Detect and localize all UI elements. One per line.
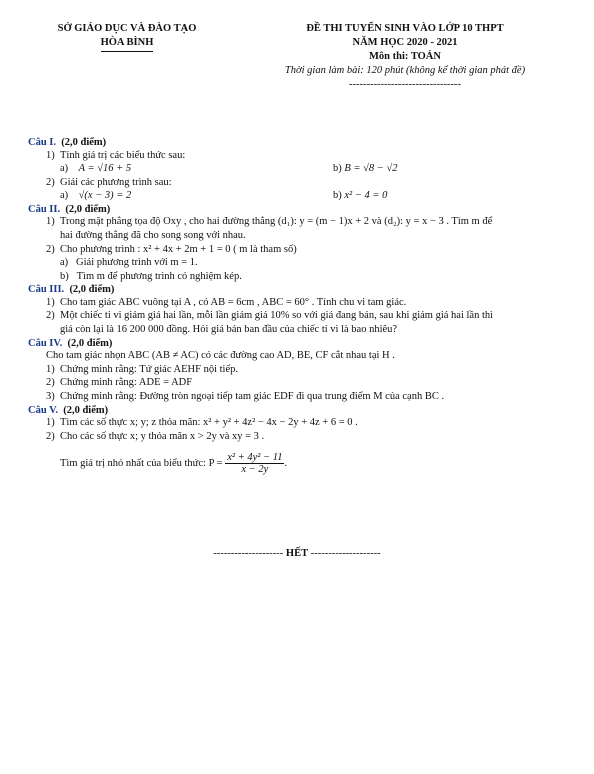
question-1-heading: Câu I. (2,0 điểm) xyxy=(28,137,107,148)
q4-part1: 1) Chứng minh rằng: Tứ giác AEHF nội tiếp. xyxy=(46,363,239,375)
q2-part1: 1) Trong mặt phẳng tọa độ Oxy , cho hai đường thẳng (d₁): y = (m − 1)x + 2 và (d₂): y = x − 3 . Tìm m để xyxy=(46,216,493,228)
end-label: HẾT xyxy=(285,548,309,559)
q1-p2b-math: x² − 4 = 0 xyxy=(344,190,388,202)
q2-part1-cont: hai đường thẳng đã cho song song với nhau. xyxy=(60,229,246,241)
q5-part1: 1) Tìm các số thực x; y; z thỏa mãn: x² + y² + 4z² − 4x − 2y + 4z + 6 = 0 . xyxy=(46,417,358,428)
q4-part2: 2) Chứng minh rằng: ADE = ADF xyxy=(46,377,193,389)
q5-part2: 2) Cho các số thực x; y thỏa mãn x > 2y và xy = 3 . xyxy=(46,430,265,442)
q3-part2: 2) Một chiếc ti vi giảm giá hai lần, mỗi lần giảm giá 10% so với giá đang bán, sau khi giảm giá hai lần thì xyxy=(46,310,494,322)
q2-part2a: a) Giải phương trình với m = 1. xyxy=(60,257,198,269)
question-5-heading: Câu V. (2,0 điểm) xyxy=(28,404,109,416)
q3-part1: 1) Cho tam giác ABC vuông tại A , có AB = 6cm , ABC = 60° . Tính chu vi tam giác. xyxy=(46,296,407,308)
question-2-heading: Câu II. (2,0 điểm) xyxy=(28,203,111,215)
q2-part2b: b) Tìm m để phương trình có nghiệm kép. xyxy=(60,270,242,282)
q5-part3: Tìm giá trị nhỏ nhất của biểu thức: P = $\frac{\text{x² + 4y² − 11}}{x - 2y}$ . xyxy=(60,452,288,476)
q5-fraction xyxy=(225,452,284,475)
q4-intro: Cho tam giác nhọn ABC (AB ≠ AC) có các đường cao AD, BE, CF cắt nhau tại H . xyxy=(46,350,395,362)
school-year: NĂM HỌC 2020 - 2021 xyxy=(352,37,458,48)
department-name: SỞ GIÁO DỤC VÀ ĐÀO TẠO xyxy=(57,23,197,34)
q3-part2-cont: giá còn lại là 16 200 000 đồng. Hỏi giá bán ban đầu của chiếc ti vi là bao nhiêu? xyxy=(60,324,398,336)
q1-p1a-math: A = √16 + 5 xyxy=(78,163,132,175)
q1-p2a-math: √(x − 3) = 2 xyxy=(78,190,132,202)
q4-part3: 3) Chứng minh rằng: Đường tròn ngoại tiếp tam giác EDF đi qua trung điểm M của cạnh BC . xyxy=(46,390,445,402)
q1-p1b-math: B = √8 − √2 xyxy=(344,163,398,175)
q1-part1-ab: a) A = √16 + 5 b) B = √8 − √2 xyxy=(60,163,398,175)
end-marker: -------------------- HẾT -------------------- xyxy=(213,548,381,559)
fraction-numerator: x² + 4y² − 11 xyxy=(227,452,283,464)
header-right xyxy=(246,22,564,92)
q1-part2-ab: a) √(x − 3) = 2 b) x² − 4 = 0 xyxy=(60,190,388,202)
header-divider: -------------------------------- xyxy=(349,79,461,90)
subject: Môn thi: TOÁN xyxy=(369,51,441,62)
exam-body xyxy=(28,137,568,478)
question-3-heading: Câu III. (2,0 điểm) xyxy=(28,284,115,296)
exam-title: ĐỀ THI TUYỂN SINH VÀO LỚP 10 THPT xyxy=(306,23,504,34)
question-4-heading: Câu IV. (2,0 điểm) xyxy=(28,337,113,349)
q1-part1: 1) Tính giá trị các biểu thức sau: xyxy=(46,149,186,161)
province-name: HÒA BÌNH xyxy=(101,36,154,52)
fraction-denominator: x − 2y xyxy=(241,464,269,476)
q1-part2: 2) Giải các phương trình sau: xyxy=(46,176,172,188)
header-left xyxy=(32,22,222,52)
time-allowed: Thời gian làm bài: 120 phút (không kể thời gian phát đề) xyxy=(284,65,526,76)
q2-part2: 2) Cho phương trình : x² + 4x + 2m + 1 = 0 ( m là tham số) xyxy=(46,243,297,255)
